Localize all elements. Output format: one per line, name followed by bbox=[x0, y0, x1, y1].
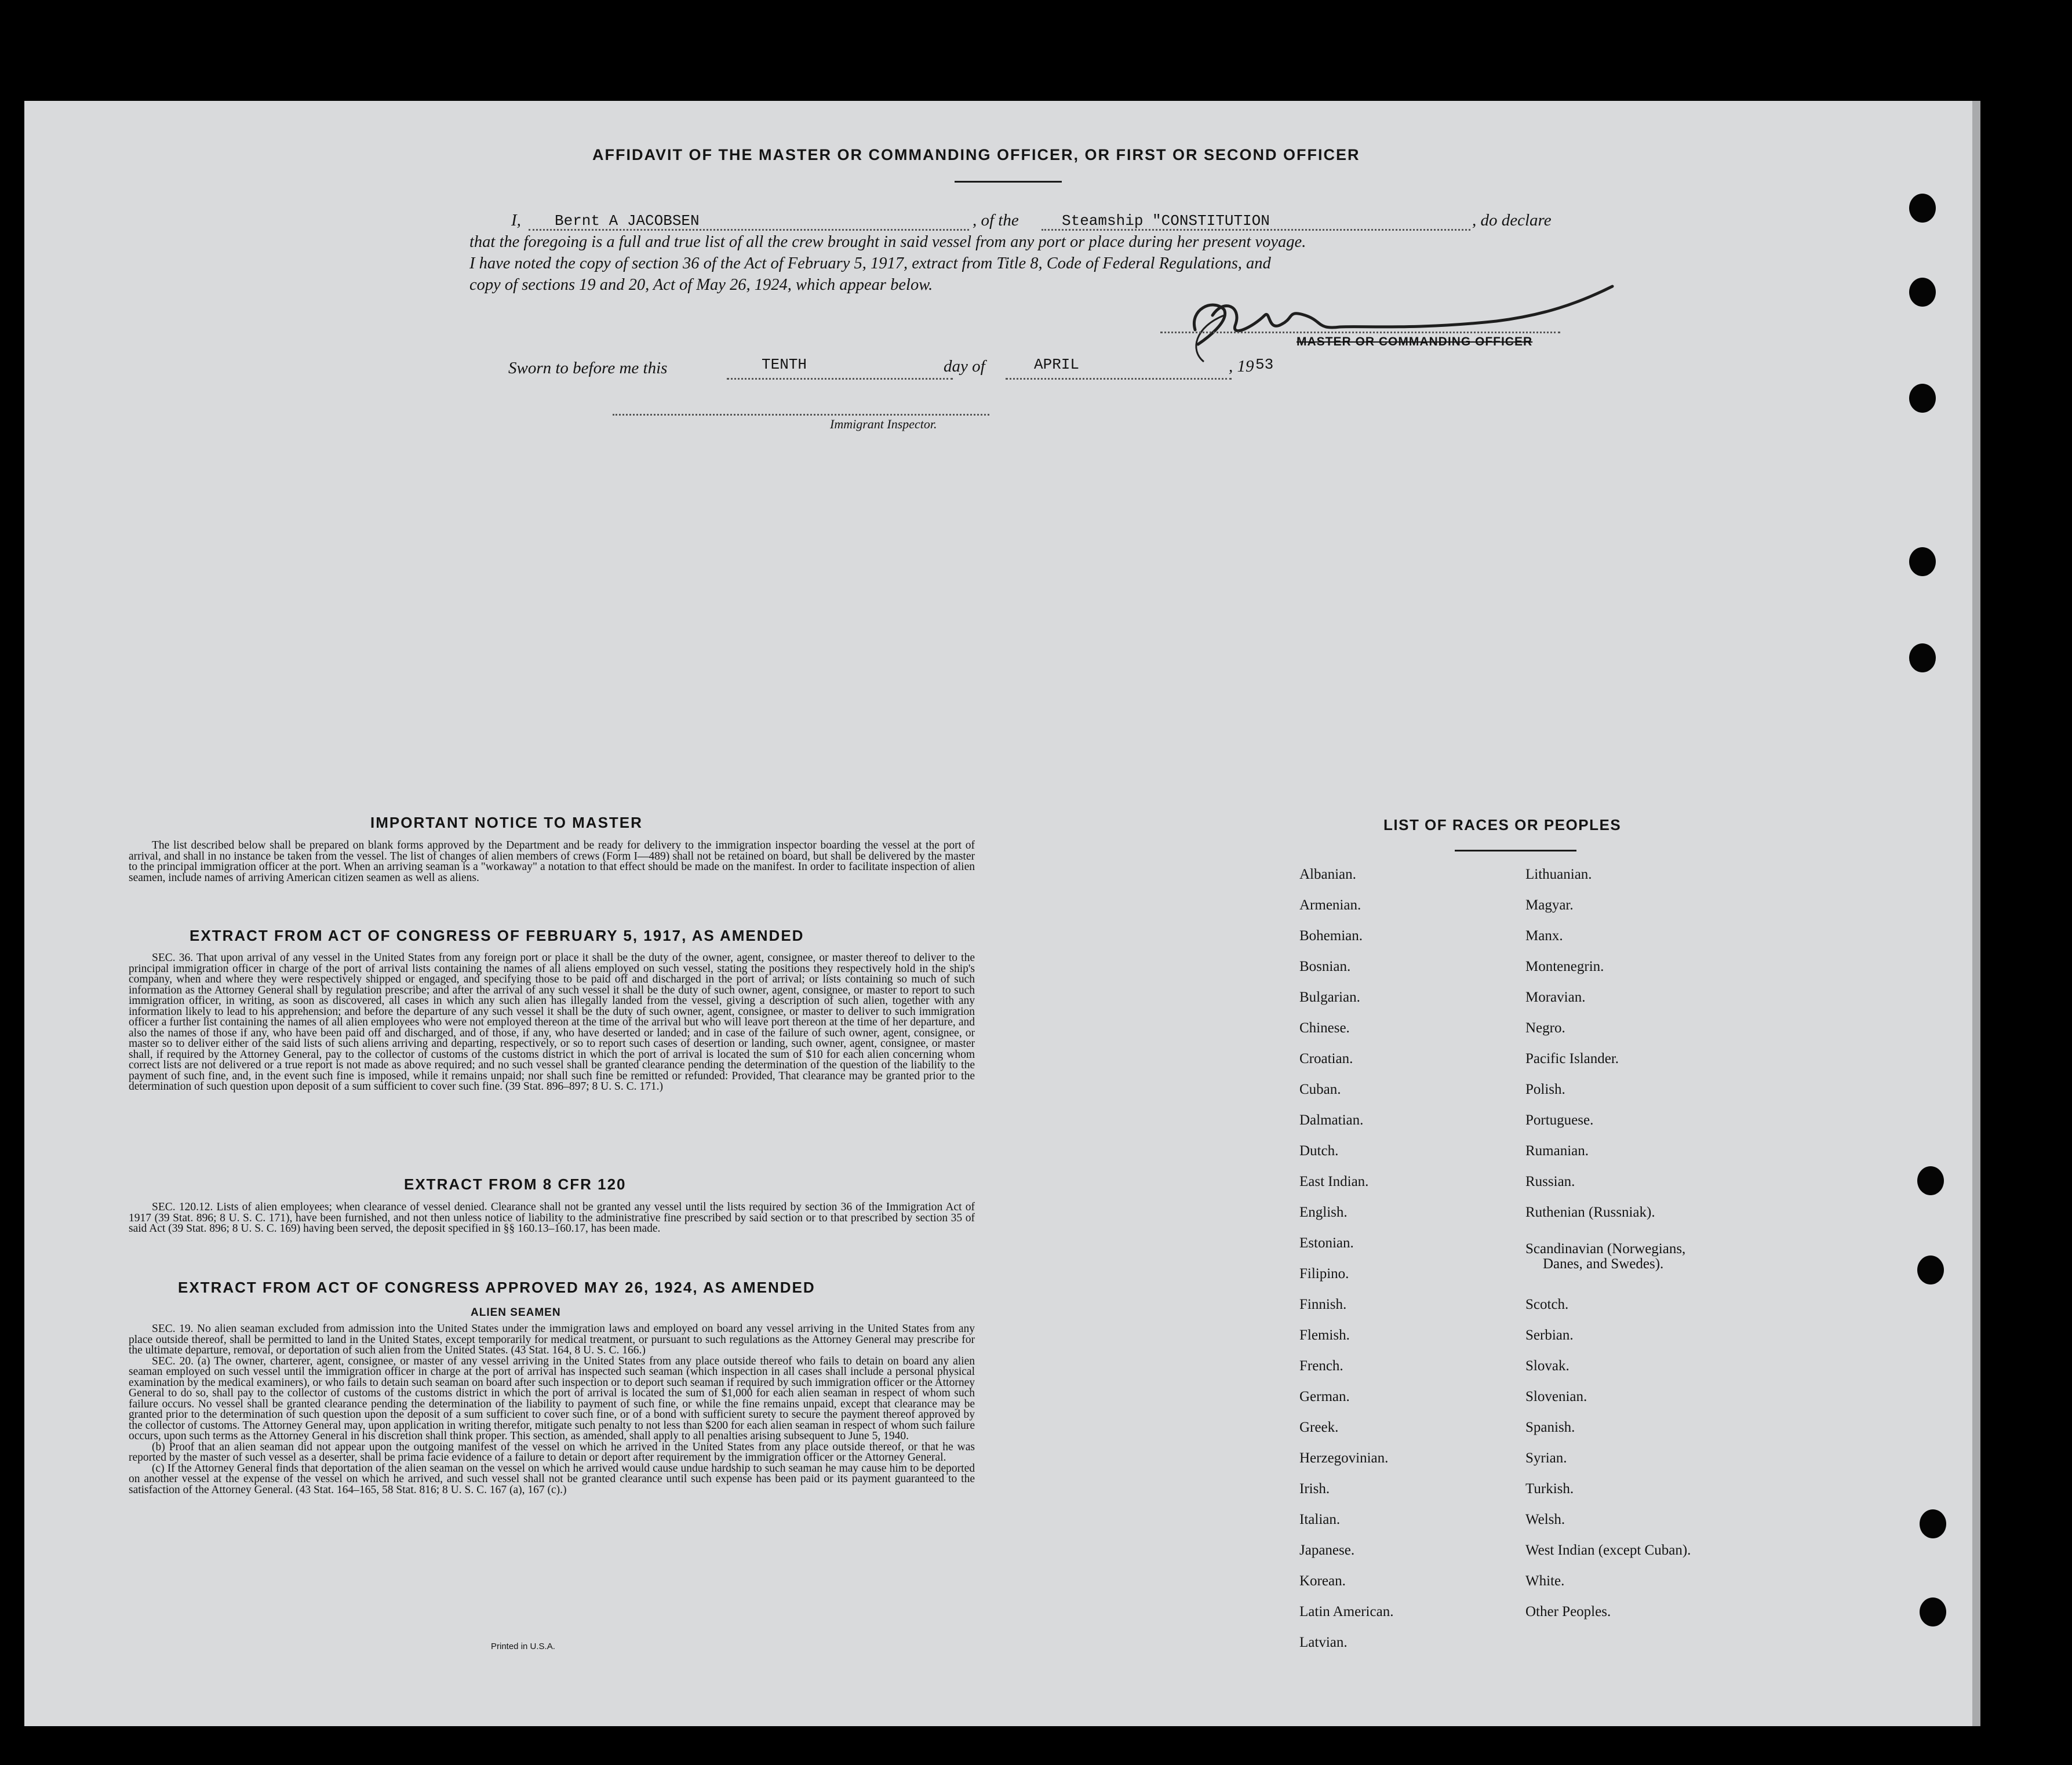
race-item: Bulgarian. bbox=[1299, 989, 1360, 1005]
race-item: Slovenian. bbox=[1525, 1389, 1587, 1404]
race-item: Herzegovinian. bbox=[1299, 1450, 1389, 1466]
race-item: Estonian. bbox=[1299, 1235, 1354, 1251]
extract-1917-text: SEC. 36. That upon arrival of any vessel in the United States from any foreign port or place it shall be the duty of the owner, agent, consignee, or master thereof to deliver to the principal immigration officer in charge of the port of arrival lists containing the names of all aliens employed on such vessel, stating the positions they respectively hold in the ship's company, when and where they were respectively shipped or engaged, and specifying those to be paid off and discharged in the port of arrival; or lists containing so much of such information as the Attorney General shall by regulation prescribe; and after the arrival of any such vessel it shall be the duty of such owner, agent, consignee, or master to report to such immigration officer, in writing, as soon as discovered, all cases in which any such alien has illegally landed from the vessel, giving a description of such alien, together with any information likely to lead to his apprehension; and before the departure of any such vessel it shall be the duty of such owner, agent, consignee, or master to deliver to such immigration officer a further list containing the names of all alien employees who were not employed thereon at the time of the arrival but who will leave port thereon at the time of her departure, and also the names of those if any, who have been paid off and discharged, and of those, if any, who have deserted or landed; and in case of the failure of such owner, agent, consignee, or master so to deliver either of the said lists of such aliens arriving and departing, respectively, or so to report such cases of desertion or landing, such owner, agent, consignee, or master shall, if required by the Attorney General, pay to the collector of customs of the customs district in which the port of arrival is located the sum of $10 for each alien concerning whom correct lists are not delivered or a true report is not made as above required; and no such vessel shall be granted clearance pending the determination of the question of the liability to the payment of such fine, and, in the event such fine is imposed, while it remains unpaid; nor shall such fine be remitted or refunded: Provided, That clearance may be granted prior to the determination of such question upon deposit of a sum sufficient to cover such fine. (39 Stat. 896–897; 8 U. S. C. 171.) bbox=[129, 952, 975, 1093]
inspector-label: Immigrant Inspector. bbox=[830, 417, 937, 431]
race-item: Scandinavian (Norwegians, bbox=[1525, 1241, 1686, 1257]
races-rule bbox=[1455, 850, 1576, 851]
race-item: Chinese. bbox=[1299, 1020, 1350, 1036]
race-item: Turkish. bbox=[1525, 1481, 1574, 1497]
race-item: Welsh. bbox=[1525, 1512, 1565, 1527]
race-item: Manx. bbox=[1525, 928, 1563, 944]
race-item: Flemish. bbox=[1299, 1327, 1350, 1343]
race-item: Serbian. bbox=[1525, 1327, 1574, 1343]
race-item: Pacific Islander. bbox=[1525, 1051, 1619, 1067]
races-title: LIST OF RACES OR PEOPLES bbox=[1383, 816, 1622, 834]
punch-hole bbox=[1920, 1597, 1946, 1626]
race-item: West Indian (except Cuban). bbox=[1525, 1542, 1691, 1558]
race-item: Polish. bbox=[1525, 1082, 1565, 1097]
notice-text: The list described below shall be prepared on blank forms approved by the Department and be ready for delivery to the immigration inspector boarding the vessel at the port of arrival, and shall in no instance be taken from the vessel. The list of changes of alien members of crews (Form I—489) shall not be retained on board, but shall be delivered by the master to the principal immigration officer at the port. When an arriving seaman is a "workaway" a notation to that effect should be made on the manifest. In order to facilitate inspection of alien seamen, include names of arriving American citizen seamen as well as aliens. bbox=[129, 839, 975, 884]
race-item: Lithuanian. bbox=[1525, 867, 1592, 882]
race-item: Danes, and Swedes). bbox=[1543, 1256, 1664, 1272]
extract-1917-title: EXTRACT FROM ACT OF CONGRESS OF FEBRUARY 5, 1917, AS AMENDED bbox=[190, 927, 804, 944]
sworn-label: Sworn to before me this bbox=[508, 359, 668, 377]
of-the-label: , of the bbox=[973, 211, 1019, 230]
race-item: French. bbox=[1299, 1358, 1343, 1374]
affidavit-title: AFFIDAVIT OF THE MASTER OR COMMANDING OFFICER, OR FIRST OR SECOND OFFICER bbox=[592, 146, 1360, 163]
race-item: Montenegrin. bbox=[1525, 959, 1604, 974]
race-item: Korean. bbox=[1299, 1573, 1346, 1589]
extract-1924-title: EXTRACT FROM ACT OF CONGRESS APPROVED MAY 26, 1924, AS AMENDED bbox=[178, 1279, 815, 1296]
race-item: Spanish. bbox=[1525, 1420, 1575, 1435]
section-20a: SEC. 20. (a) The owner, charterer, agent, consignee, or master of any vessel arriving in the United States from any place outside thereof who fails to detain on board any alien seaman employed on such vessel until the immigration officer in charge at the port of arrival has inspected such seaman (which inspection in all cases shall include a personal physical examination by the medical examiners), or who fails to detain such seaman on board after such inspection or to deport such seaman if required by such immigration officer or the Attorney General to do so, shall pay to the collector of customs of the customs district in which the port of arrival is located the sum of $1,000 for each alien seaman in respect of whom such failure occurs. No vessel shall be granted clearance pending the determination of the liability to payment of such fine, or while the fine remains unpaid, except that clearance may be granted prior to the determination of such question upon the deposit of a sum sufficient to cover such fine, or of a bond with sufficient surety to secure the payment thereof approved by the collector of customs. The Attorney General may, upon application in writing therefor, mitigate such penalty to not less than $200 for each alien seaman in respect of whom such failure occurs, upon such terms as the Attorney General in his discretion shall think proper. This section, as amended, shall apply to all penalties arising subsequent to June 5, 1940. bbox=[129, 1355, 975, 1442]
race-item: Albanian. bbox=[1299, 867, 1356, 882]
day-of-label: day of bbox=[944, 357, 985, 376]
master-name: Bernt A JACOBSEN bbox=[555, 212, 700, 230]
race-item: Other Peoples. bbox=[1525, 1604, 1611, 1620]
sworn-day: TENTH bbox=[762, 356, 807, 373]
affidavit-line-4: copy of sections 19 and 20, Act of May 26, 1924, which appear below. bbox=[469, 276, 933, 294]
race-item: Dutch. bbox=[1299, 1143, 1339, 1159]
inspector-line bbox=[613, 414, 989, 416]
race-item: Scotch. bbox=[1525, 1297, 1569, 1312]
sworn-year: 53 bbox=[1255, 356, 1274, 373]
race-item: English. bbox=[1299, 1204, 1348, 1220]
race-item: White. bbox=[1525, 1573, 1565, 1589]
notice-title: IMPORTANT NOTICE TO MASTER bbox=[370, 814, 643, 831]
race-item: Portuguese. bbox=[1525, 1112, 1594, 1128]
race-item: Irish. bbox=[1299, 1481, 1330, 1497]
race-item: Filipino. bbox=[1299, 1266, 1349, 1282]
race-item: German. bbox=[1299, 1389, 1350, 1404]
affidavit-line-2: that the foregoing is a full and true list of all the crew brought in said vessel from any port or place during her present voyage. bbox=[469, 233, 1306, 251]
race-item: Italian. bbox=[1299, 1512, 1341, 1527]
punch-hole bbox=[1920, 1509, 1946, 1538]
race-item: Negro. bbox=[1525, 1020, 1565, 1036]
race-item: Rumanian. bbox=[1525, 1143, 1589, 1159]
race-item: East Indian. bbox=[1299, 1174, 1369, 1189]
race-item: Moravian. bbox=[1525, 989, 1586, 1005]
race-item: Russian. bbox=[1525, 1174, 1575, 1189]
signature-caption: MASTER OR COMMANDING OFFICER bbox=[1297, 335, 1533, 348]
day-line bbox=[727, 378, 953, 380]
race-item: Latvian. bbox=[1299, 1635, 1348, 1650]
punch-hole bbox=[1917, 1255, 1944, 1284]
extract-cfr-title: EXTRACT FROM 8 CFR 120 bbox=[404, 1176, 627, 1193]
declare-label: , do declare bbox=[1472, 211, 1552, 230]
signature-line bbox=[1160, 332, 1560, 333]
punch-hole bbox=[1909, 643, 1936, 672]
month-line bbox=[1006, 378, 1232, 380]
race-item: Dalmatian. bbox=[1299, 1112, 1364, 1128]
extract-1924-subtitle: ALIEN SEAMEN bbox=[471, 1307, 561, 1319]
extract-1924-text bbox=[129, 1324, 975, 1495]
race-item: Syrian. bbox=[1525, 1450, 1567, 1466]
race-item: Ruthenian (Russniak). bbox=[1525, 1204, 1655, 1220]
race-item: Armenian. bbox=[1299, 897, 1361, 913]
year-prefix: , 19 bbox=[1229, 357, 1254, 376]
section-19: SEC. 19. No alien seaman excluded from admission into the United States under the immigration laws and employed on board any vessel arriving in the United States from any place outside thereof, shall be permitted to land in the United States, except temporarily for medical treatment, or pursuant to such regulations as the Attorney General may prescribe for the ultimate departure, removal, or deportation of such alien from the United States. (43 Stat. 164, 8 U. S. C. 166.) bbox=[129, 1323, 975, 1356]
punch-hole bbox=[1909, 547, 1936, 576]
race-item: Bohemian. bbox=[1299, 928, 1363, 944]
section-20c: (c) If the Attorney General finds that deportation of the alien seaman on the vessel on which he arrived would cause undue hardship to such seaman he may cause him to be deported on another vessel at the expense of the vessel on which he arrived, and such vessel shall not be granted clearance until such expense has been paid or its payment guaranteed to the satisfaction of the Attorney General. (43 Stat. 164–165, 58 Stat. 816; 8 U. S. C. 167 (a), 167 (c).) bbox=[129, 1462, 975, 1496]
sworn-month: APRIL bbox=[1034, 356, 1080, 373]
extract-cfr-text: SEC. 120.12. Lists of alien employees; when clearance of vessel denied. Clearance shall not be granted any vessel until the lists required by section 36 of the Immigration Act of 1917 (39 Stat. 896; 8 U. S. C. 171), have been furnished, and not then unless notice of liability to the administrative fine prescribed by said section or to that prescribed by section 35 of said Act (39 Stat. 896; 8 U. S. C. 169) having been served, the deposit specified in §§ 160.13–160.17, has been made. bbox=[129, 1201, 975, 1235]
affidavit-i-label: I, bbox=[511, 211, 521, 230]
race-item: Slovak. bbox=[1525, 1358, 1570, 1374]
race-item: Finnish. bbox=[1299, 1297, 1347, 1312]
section-20b: (b) Proof that an alien seaman did not appear upon the outgoing manifest of the vessel on which he arrived in the United States from any place outside thereof, or that he was reported by the master of such vessel as a deserter, shall be prima facie evidence of a failure to detain or deport after requirement by the immigration officer or the Attorney General. bbox=[129, 1440, 975, 1464]
document-page bbox=[24, 101, 1980, 1726]
title-rule bbox=[955, 181, 1062, 183]
affidavit-line-3: I have noted the copy of section 36 of the Act of February 5, 1917, extract from Title 8, Code of Federal Regulations, and bbox=[469, 254, 1271, 272]
race-item: Cuban. bbox=[1299, 1082, 1341, 1097]
punch-hole bbox=[1917, 1166, 1944, 1195]
race-item: Greek. bbox=[1299, 1420, 1339, 1435]
punch-hole bbox=[1909, 384, 1936, 413]
race-item: Bosnian. bbox=[1299, 959, 1351, 974]
race-item: Croatian. bbox=[1299, 1051, 1353, 1067]
race-item: Japanese. bbox=[1299, 1542, 1355, 1558]
punch-hole bbox=[1909, 278, 1936, 307]
race-item: Latin American. bbox=[1299, 1604, 1394, 1620]
race-item: Magyar. bbox=[1525, 897, 1574, 913]
printed-in-usa: Printed in U.S.A. bbox=[491, 1642, 555, 1651]
vessel-name: Steamship "CONSTITUTION bbox=[1062, 212, 1270, 230]
punch-hole bbox=[1909, 194, 1936, 223]
